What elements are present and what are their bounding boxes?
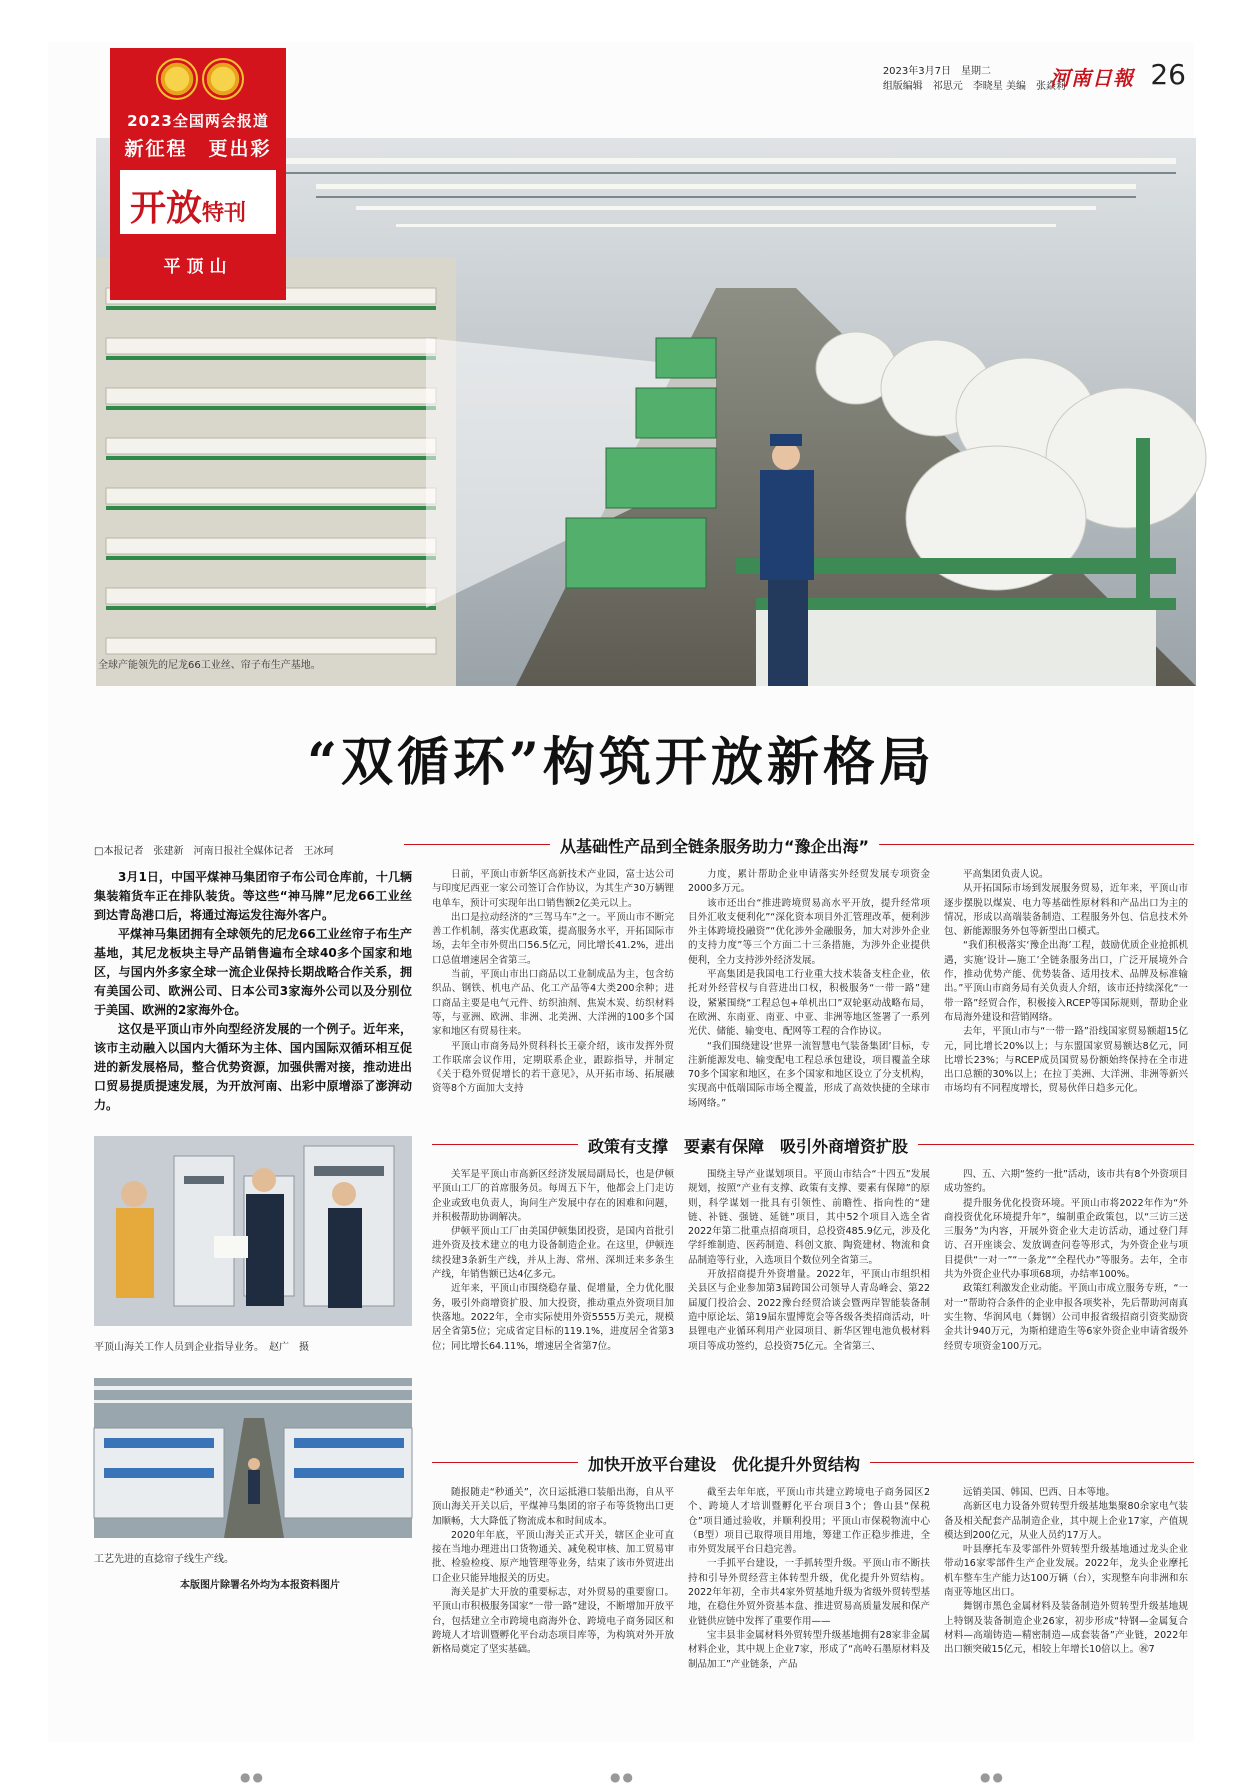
section3-column-2 [688, 1486, 930, 1730]
paragraph: 四、五、六期“签约一批”活动，该市共有8个外资项目成功签约。 [944, 1169, 1188, 1195]
paragraph: “我们积极落实‘豫企出海’工程，鼓励优质企业抢抓机遇，实施‘设计—施工’全链条服务出口，广泛开展境外合作，推动优势产能、优势装备、适用技术、品牌及标准输出。”平顶山市商务局有关负责人介绍，该市还持续深化“一带一路”经贸合作，积极接入RCEP等国际规则，帮助企业布局海外建设和营销网络。 [944, 940, 1188, 1023]
paragraph: 叶县摩托车及零部件外贸转型升级基地通过龙头企业带动16家零部件生产企业发展。2022年，龙头企业摩托机车整车生产能力达100万辆（台），实现整车向非洲和东南亚等地区出口。 [944, 1544, 1188, 1599]
paragraph: 力度，累计帮助企业申请落实外经贸发展专项资金2000多万元。 [688, 869, 930, 895]
paragraph: 去年，平顶山市与“一带一路”沿线国家贸易额超15亿元，同比增长20%以上；与东盟国家贸易额达8亿元，同比增长23%；与RCEP成员国贸易份额始终保持在全市进出口总额的30%以上；在拉丁美洲、大洋洲、非洲等新兴市场均有不同程度增长，贸易伙伴日趋多元化。 [944, 1026, 1188, 1095]
section-heading-3 [432, 1452, 1194, 1474]
production-line-photo [94, 1378, 412, 1538]
newspaper-logo: 河南日報 [1050, 66, 1134, 90]
paragraph: 高新区电力设备外贸转型升级基地集聚80余家电气装备及相关配套产品制造企业，其中规上企业17家，产值规模达到200亿元，从业人员约17万人。 [944, 1501, 1188, 1541]
production-line-caption: 工艺先进的直捻帘子线生产线。 [94, 1554, 234, 1565]
production-line-illustration [94, 1378, 412, 1538]
paragraph: 从开拓国际市场到发展服务贸易，近年来，平顶山市逐步摆脱以煤炭、电力等基础性原材料和产品出口为主的情况，形成以高端装备制造、工程服务外包、信息技术外包、新能源服务外包等新型出口模式。 [944, 883, 1188, 938]
paragraph: “我们围绕建设‘世界一流智慧电气装备集团’目标，专注新能源发电、输变配电工程总承包建设，项目覆盖全球70多个国家和地区，在多个国家和地区设立了分支机构，实现高中低端国际市场全覆盖，形成了高效快捷的全球市场网络。” [688, 1040, 930, 1109]
paragraph: 近年来，平顶山市围绕稳存量、促增量，全力优化服务，吸引外商增资扩股、加大投资，推动重点外资项目加快落地。2022年，全市实际使用外资5555万美元，规模居全省第5位；完成省定目标的119.1%，进度居全省第3位；同比增长64.11%，增速居全省第7位。 [432, 1283, 674, 1352]
badge-title [130, 180, 246, 231]
section3-column-3 [944, 1486, 1188, 1730]
badge-title-big: 开放 [130, 187, 203, 229]
paragraph: 该市还出台“推进跨境贸易高水平开放，提升经常项目外汇收支便利化”“深化资本项目外汇管理改革，便利涉外主体跨境投融资”“优化涉外金融服务，加大对涉外企业的支持力度”等三个方面二十三条措施，为涉外企业提供便利，全力支持涉外经济发展。 [688, 897, 930, 966]
paragraph: 2020年年底，平顶山海关正式开关，辖区企业可直接在当地办理进出口货物通关、减免税审核、加工贸易审批、检验检疫、原产地管理等业务，结束了该市外贸进出口企业只能异地报关的历史。 [432, 1529, 674, 1584]
paragraph: 关军是平顶山市高新区经济发展局副局长，也是伊顿平顶山工厂的首席服务员。每周五下午，他都会上门走访企业或致电负责人，询问生产发展中存在的困难和问题，并积极帮助协调解决。 [432, 1169, 674, 1223]
paragraph: 宝丰县非金属材料外贸转型升级基地拥有28家非金属材料企业，其中规上企业7家，形成了“高岭石墨原材料及制品加工”产业链条，产品 [688, 1629, 930, 1670]
paragraph: 一手抓平台建设，一手抓转型升级。平顶山市不断扶持和引导外贸经营主体转型升级，优化提升外贸结构。2022年年初，全市共4家外贸基地升级为省级外贸转型基地，在稳住外贸外资基本盘、推进贸易高质量发展和保产业链供应链中发挥了重要作用—— [688, 1558, 930, 1627]
section2-column-3 [944, 1168, 1188, 1364]
paragraph: 随报随走“秒通关”，次日运抵港口装船出海，自从平顶山海关开关以后，平煤神马集团的帘子布等货物出口更加顺畅，大大降低了物流成本和时间成本。 [432, 1487, 674, 1527]
page-number: 26 [1150, 58, 1186, 91]
lead-p1: 3月1日，中国平煤神马集团帘子布公司仓库前，十几辆集装箱货车正在排队装货。等这些“神马牌”尼龙66工业丝到达青岛港口后，将通过海运发往海外客户。 [94, 870, 412, 922]
section-heading-2 [432, 1134, 1194, 1156]
paragraph: 远销美国、韩国、巴西、日本等地。 [963, 1487, 1116, 1498]
section-title: 加快开放平台建设 优化提升外贸结构 [578, 1452, 870, 1475]
page-dots-icon: ●● [610, 1770, 635, 1784]
hero-photo-caption: 全球产能领先的尼龙66工业丝、帘子布生产基地。 [98, 660, 321, 671]
section1-column-3 [944, 868, 1188, 1100]
main-headline: “双循环”构筑开放新格局 [307, 732, 935, 793]
masthead-meta [883, 64, 1066, 94]
badge-title-small: 特刊 [202, 200, 247, 226]
customs-inspection-illustration [94, 1136, 412, 1326]
lead-p3: 这仅是平顶山市外向型经济发展的一个例子。近年来，该市主动融入以国内大循环为主体、国内国际双循环相互促进的新发展格局，整合优势资源，加强供需对接，推动进出口贸易提质提速发展，为开放河南、出彩中原增添了澎湃动力。 [94, 1022, 412, 1112]
customs-photo-caption: 平顶山海关工作人员到企业指导业务。 赵广 摄 [94, 1342, 309, 1353]
issue-date: 2023年3月7日 星期二 [882, 66, 991, 77]
paragraph: 平顶山市商务局外贸科科长王豪介绍，该市发挥外贸工作联席会议作用，定期联系企业，跟踪指导，并制定《关于稳外贸促增长的若干意见》，从开拓市场、拓展融资等8个方面加大支持 [432, 1040, 674, 1095]
paragraph: 政策红利激发企业动能。平顶山市成立服务专班，“一对一”帮助符合条件的企业申报各项奖补，先后帮助河南真实生物、华润风电（舞钢）公司申报省级招商引资奖励资金共计940万元，为斯柏建造生等6家外资企业申请省级外经贸专项资金100万元。 [944, 1283, 1188, 1352]
section1-column-1 [432, 868, 674, 1100]
national-emblem-icon [156, 58, 198, 100]
paragraph: 截至去年年底，平顶山市共建立跨境电子商务园区2个、跨境人才培训暨孵化平台项目3个；鲁山县“保税仓”项目通过验收，并顺利投用；平顶山市保税物流中心（B型）项目已取得项目用地，筹建工作正稳步推进，全市外贸发展平台日趋完善。 [688, 1487, 930, 1556]
paragraph: 海关是扩大开放的重要标志，对外贸易的重要窗口。平顶山市积极服务国家“一带一路”建设，不断增加开放平台，包括建立全市跨境电商海外仓、跨境电子商务园区和跨境人才培训暨孵化平台动态项目库等，为构筑对外开放新格局奠定了坚实基础。 [432, 1587, 674, 1656]
paragraph: 开放招商提升外资增量。2022年，平顶山市组织相关县区与企业参加第3届跨国公司领导人青岛峰会、第22届厦门投洽会、2022豫台经贸洽谈会暨两岸智能装备制造中原论坛、第19届东盟博览会等各级各类招商活动，叶县锂电产业循环利用产业园项目、新华区锂电池负极材料项目等成功签约，总投资75亿元。全省第三、 [688, 1269, 930, 1352]
section1-column-2 [688, 868, 930, 1109]
section-heading-1 [404, 834, 1194, 856]
paragraph: 伊顿平顶山工厂由美国伊顿集团投资，是国内首批引进外资及技术建立的电力设备制造企业。在这里，伊顿连续投建3条新生产线，并从上海、常州、深圳迁来多条生产线，年销售额已达4亿多元。 [432, 1226, 674, 1281]
section2-column-2 [688, 1168, 930, 1364]
customs-photo [94, 1136, 412, 1326]
worker-figure [760, 434, 814, 686]
section2-column-1 [432, 1168, 674, 1364]
special-issue-badge [110, 48, 286, 300]
lead-paragraph [94, 868, 412, 1115]
badge-city: 平顶山 [163, 257, 233, 277]
byline: □本报记者 张建新 河南日报社全媒体记者 王冰珂 [94, 846, 334, 857]
paragraph: 平高集团负责人说。 [963, 869, 1049, 880]
emblem-group [154, 58, 244, 104]
lead-p2: 平煤神马集团拥有全球领先的尼龙66工业丝帘子布生产基地，其尼龙板块主导产品销售遍布全球40多个国家和地区，与国内外多家全球一流企业保持长期战略合作关系，拥有美国公司、欧洲公司、日本公司3家海外公司以及分别位于美国、欧洲的2家海外仓。 [94, 927, 412, 1017]
badge-subtitle: 2023全国两会报道 [127, 112, 269, 130]
paragraph: 平高集团是我国电工行业重大技术装备支柱企业，依托对外经营权与自营进出口权，积极服务“一带一路”建设，紧紧围绕“工程总包+单机出口”双轮驱动战略布局，在欧洲、东南亚、南亚、中亚、非洲等地区签署了一系列光伏、储能、输变电、配网等工程的合作协议。 [688, 969, 930, 1038]
paragraph: 出口是拉动经济的“三驾马车”之一。平顶山市不断完善工作机制，落实优惠政策，提高服务水平，开拓国际市场，去年全市外贸出口56.5亿元，同比增长41.2%，进出口总值增速居全省第三。 [432, 911, 674, 966]
paragraph: 舞钢市黑色金属材料及装备制造外贸转型升级基地规上特钢及装备制造企业26家，初步形成“特钢—金属复合材料—高端铸造—精密制造—成套装备”产业链，2022年出口额突破15亿元，相较上年增长10倍以上。㊗7 [944, 1601, 1188, 1656]
photo-credit: 本版图片除署名外均为本报资料图片 [180, 1580, 340, 1591]
page-dots-icon: ●● [980, 1770, 1005, 1784]
editor-credits: 组版编辑 祁思元 李晓星 美编 张焱莉 [882, 81, 1066, 92]
paragraph: 提升服务优化投资环境。平顶山市将2022年作为“外商投资优化环境提升年”，编制重企政策包，以“三访三送三服务”为内容，开展外资企业大走访活动，通过登门拜访、召开座谈会、发放调查问卷等形式，为外资企业与项目提供“一对一”“一条龙”“全程代办”等服务。去年，全市共为外资企业代办事项68项，办结率100%。 [944, 1197, 1188, 1281]
paragraph: 日前，平顶山市新华区高新技术产业园，富士达公司与印度尼西亚一家公司签订合作协议，为其生产30万辆锂电单车，预计可实现年出口销售额2亿美元以上。 [432, 869, 674, 909]
paragraph: 围绕主导产业谋划项目。平顶山市结合“十四五”发展规划，按照“产业有支撑、政策有支撑、要素有保障”的原则，科学谋划一批具有引领性、前瞻性、指向性的“建链、补链、强链、延链”项目，其中52个项目入选全省2022年第二批重点招商项目，总投资485.9亿元，涉及化学纤维制造、医药制造、科创文旅、陶瓷建材、物流和食品制造等行业，入选项目个数位列全省第三。 [688, 1169, 930, 1266]
page-dots-icon: ●● [240, 1770, 265, 1784]
section-title: 从基础性产品到全链条服务助力“豫企出海” [550, 834, 879, 857]
section-title: 政策有支撑 要素有保障 吸引外商增资扩股 [578, 1134, 918, 1157]
badge-slogan: 新征程 更出彩 [124, 138, 272, 160]
cppcc-emblem-icon [202, 58, 244, 100]
badge-title-panel [120, 170, 276, 234]
paragraph: 当前，平顶山市出口商品以工业制成品为主，包含纺织品、钢铁、机电产品、化工产品等4大类200余种；进口商品主要是电气元件、纺织油剂、焦炭木炭、纺织材料等，与亚洲、欧洲、非洲、北美洲、大洋洲的100多个国家和地区有贸易往来。 [432, 969, 674, 1038]
newspaper-page [48, 42, 1194, 1742]
section3-column-1 [432, 1486, 674, 1730]
